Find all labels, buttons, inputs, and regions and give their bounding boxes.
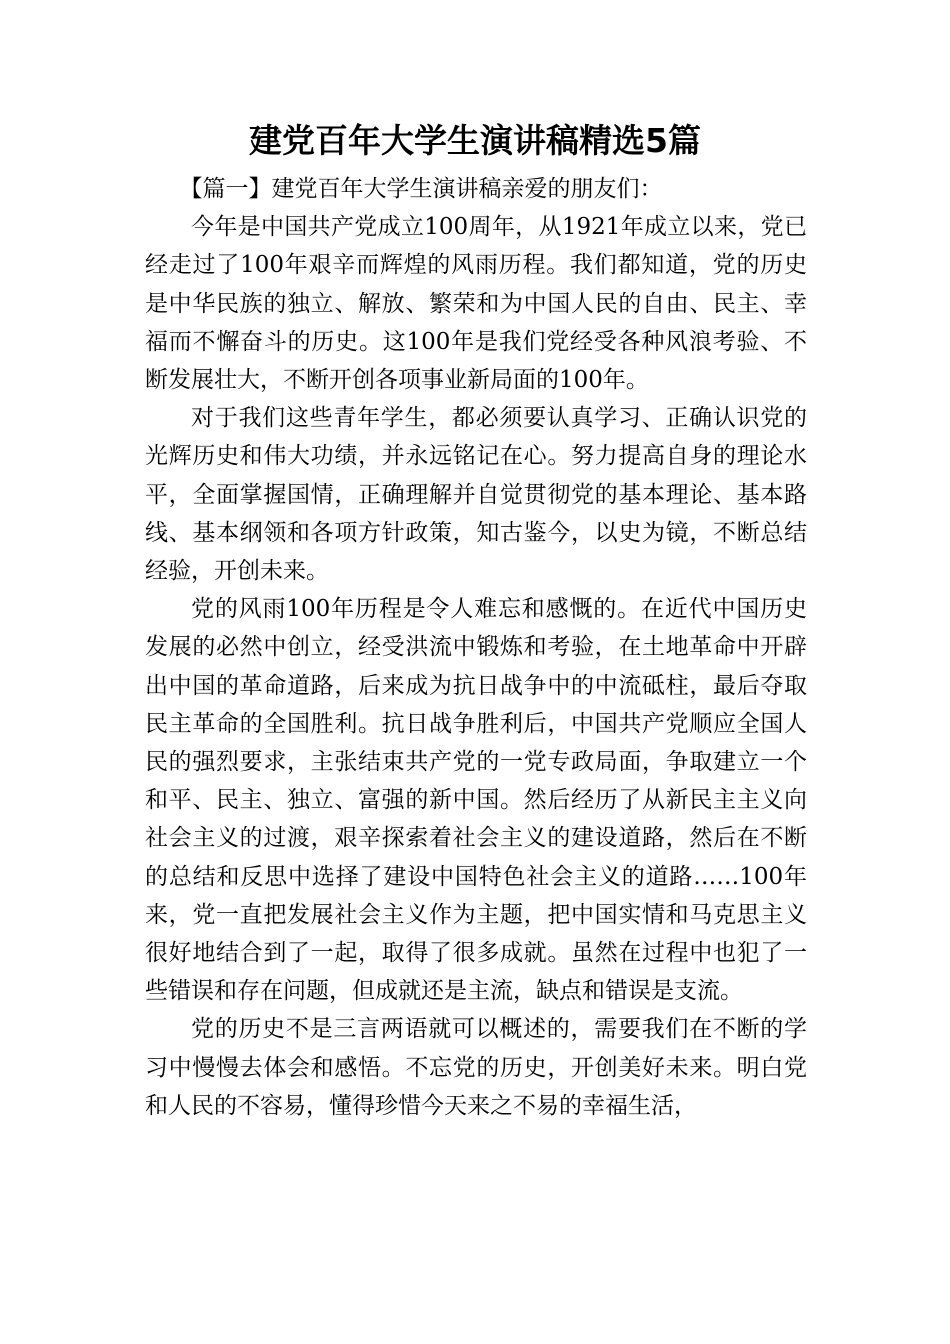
document-title: 建党百年大学生演讲稿精选5篇	[249, 121, 701, 160]
intro-line: 【篇一】建党百年大学生演讲稿亲爱的朋友们：	[179, 176, 663, 202]
paragraph-2: 对于我们这些青年学生，都必须要认真学习、正确认识党的光辉历史和伟大功绩，并永远铭记在心。努力提高自身的理论水平，全面掌握国情，正确理解并自觉贯彻党的基本理论、基本路线、基本纲领和各项方针政策，知古鉴今，以史为镜，不断总结经验，开创未来。	[145, 405, 807, 585]
paragraph-1: 今年是中国共产党成立100周年，从1921年成立以来，党已经走过了100年艰辛而辉煌的风雨历程。我们都知道，党的历史是中华民族的独立、解放、繁荣和为中国人民的自由、民主、幸福而不懈奋斗的历史。这100年是我们党经受各种风浪考验、不断发展壮大，不断开创各项事业新局面的100年。	[145, 214, 807, 394]
document-body	[145, 170, 807, 1125]
paragraph-4: 党的历史不是三言两语就可以概述的，需要我们在不断的学习中慢慢去体会和感悟。不忘党的历史，开创美好未来。明白党和人民的不容易，懂得珍惜今天来之不易的幸福生活，	[145, 1016, 807, 1119]
paragraph-3: 党的风雨100年历程是令人难忘和感慨的。在近代中国历史发展的必然中创立，经受洪流中锻炼和考验，在土地革命中开辟出中国的革命道路，后来成为抗日战争中的中流砥柱，最后夺取民主革命的全国胜利。抗日战争胜利后，中国共产党顺应全国人民的强烈要求，主张结束共产党的一党专政局面，争取建立一个和平、民主、独立、富强的新中国。然后经历了从新民主主义向社会主义的过渡，艰辛探索着社会主义的建设道路，然后在不断的总结和反思中选择了建设中国特色社会主义的道路……100年来，党一直把发展社会主义作为主题，把中国实情和马克思主义很好地结合到了一起，取得了很多成就。虽然在过程中也犯了一些错误和存在问题，但成就还是主流，缺点和错误是支流。	[145, 596, 807, 1005]
